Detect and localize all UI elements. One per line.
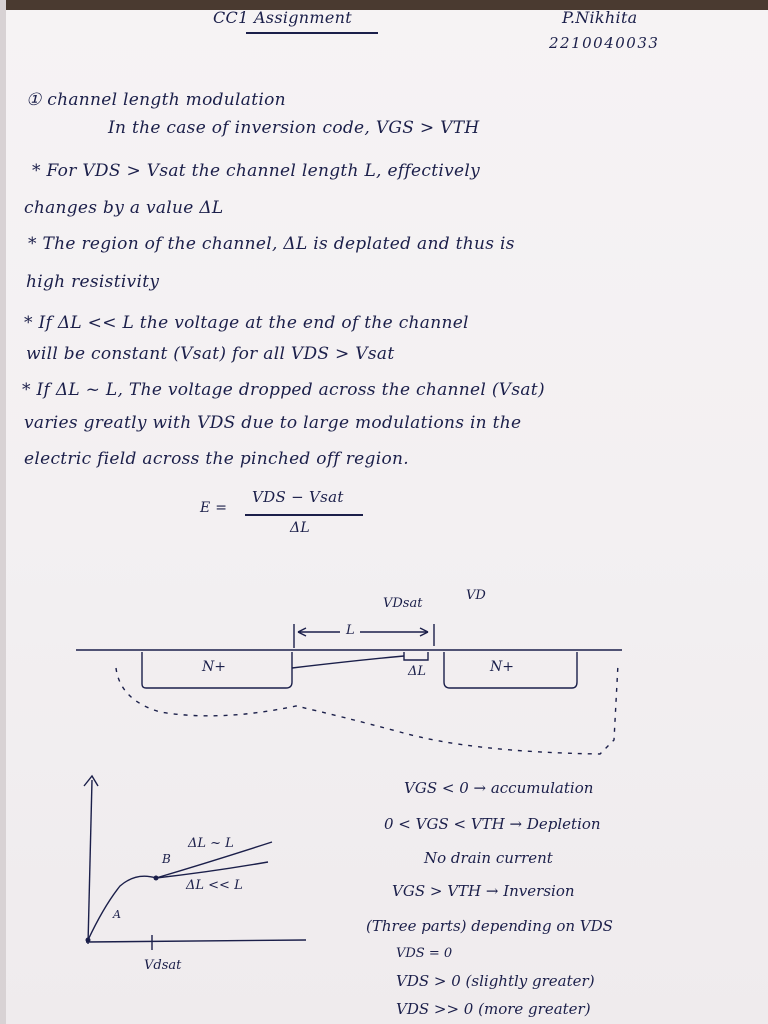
y-axis-arrow	[84, 776, 98, 786]
body-line: changes by a value ΔL	[24, 198, 224, 218]
origin-dot	[86, 938, 91, 943]
point-b-dot	[154, 876, 159, 881]
note-line: (Three parts) depending on VDS	[366, 917, 613, 935]
note-line: VGS > VTH → Inversion	[392, 882, 575, 900]
x-axis	[86, 940, 306, 942]
note-line: No drain current	[424, 849, 553, 867]
body-line: In the case of inversion code, VGS > VTH	[108, 118, 480, 138]
note-line: VGS < 0 → accumulation	[404, 779, 594, 797]
note-line: VDS >> 0 (more greater)	[396, 1000, 591, 1018]
note-line: VDS = 0	[396, 946, 453, 961]
body-line: * For VDS > Vsat the channel length L, effectively	[32, 161, 480, 181]
body-line: varies greatly with VDS due to large modulations in the	[24, 413, 522, 433]
length-label: L	[346, 623, 355, 638]
note-line: 0 < VGS < VTH → Depletion	[384, 815, 601, 833]
vd-label: VD	[466, 588, 486, 603]
body-line: * If ΔL ~ L, The voltage dropped across the channel (Vsat)	[22, 380, 545, 400]
body-line: will be constant (Vsat) for all VDS > Vsat	[26, 344, 395, 364]
point-b-label: B	[162, 852, 171, 866]
drain-label: N+	[490, 659, 514, 675]
body-line: electric field across the pinched off region.	[24, 449, 409, 469]
y-axis	[88, 780, 92, 944]
body-line: * If ΔL << L the voltage at the end of the channel	[24, 313, 469, 333]
student-name: P.Nikhita	[562, 8, 638, 27]
point-a-label: A	[113, 908, 121, 921]
body-line: * The region of the channel, ΔL is deplated and thus is	[28, 234, 515, 254]
roll-number: 2210040033	[549, 34, 660, 52]
vdsat-label: VDsat	[383, 596, 423, 611]
body-line: high resistivity	[26, 272, 160, 292]
formula-numerator: VDS − Vsat	[252, 488, 344, 506]
x-tick-label: Vdsat	[144, 958, 182, 973]
section-heading: ① channel length modulation	[26, 90, 286, 110]
note-line: VDS > 0 (slightly greater)	[396, 972, 595, 990]
lower-curve	[88, 862, 268, 940]
delta-l-label: ΔL	[408, 664, 427, 679]
formula-lhs: E =	[200, 500, 228, 516]
formula-denominator: ΔL	[290, 520, 311, 536]
source-label: N+	[202, 659, 226, 675]
assignment-title: CC1 Assignment	[213, 8, 352, 27]
curve-upper-label: ΔL ~ L	[188, 836, 234, 851]
curve-lower-label: ΔL << L	[186, 878, 243, 893]
